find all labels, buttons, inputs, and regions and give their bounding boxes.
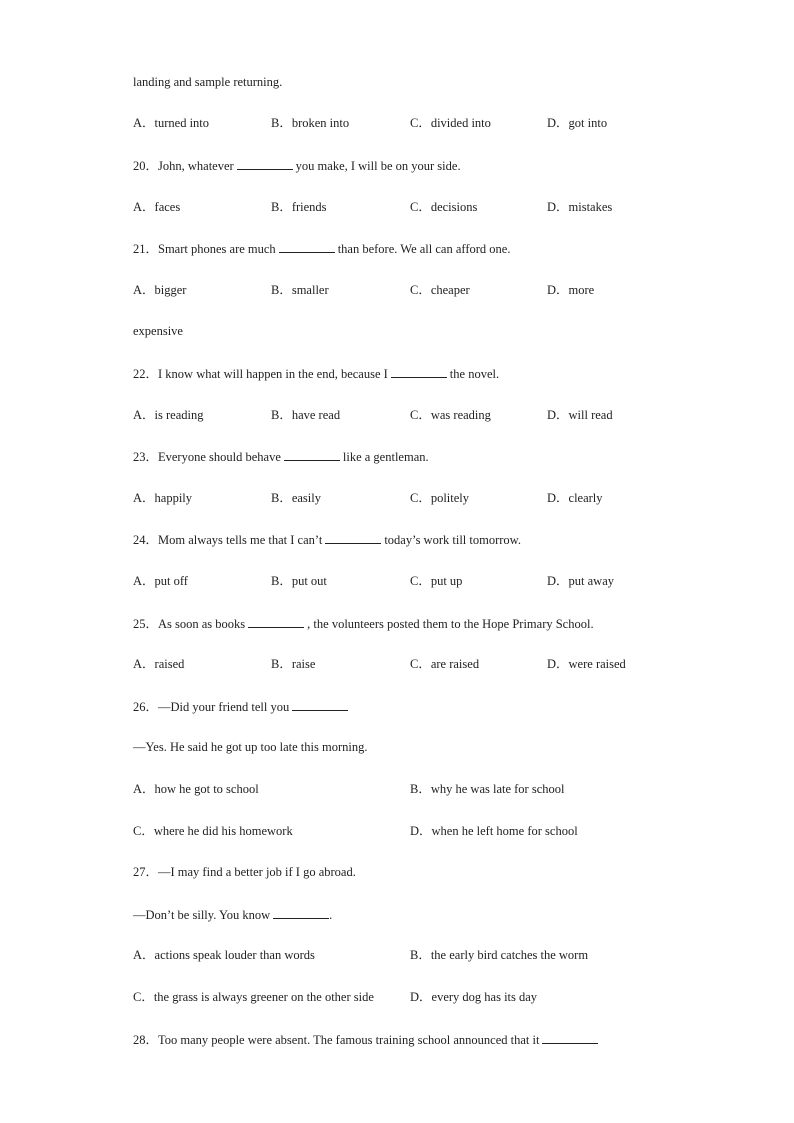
q23-option-b[interactable]: B．easily — [271, 491, 321, 505]
q20-text-after: you make, I will be on your side. — [295, 159, 461, 173]
q27-reply — [133, 906, 332, 923]
intro-line: landing and sample returning. — [133, 75, 283, 89]
q19-options — [133, 115, 693, 131]
q23-option-a[interactable]: A．happily — [133, 491, 193, 505]
q26-reply: —Yes. He said he got up too late this morning. — [133, 740, 368, 754]
q26-options-row1 — [133, 781, 693, 797]
q24-text-after: today’s work till tomorrow. — [384, 533, 522, 547]
q25-text-before: 25．As soon as books — [133, 617, 246, 631]
q20-option-b[interactable]: B．friends — [271, 200, 327, 214]
q23-text-before: 23．Everyone should behave — [133, 450, 281, 464]
q20-text-before: 20．John, whatever — [133, 159, 234, 173]
q20-stem — [133, 157, 461, 174]
q28-stem — [133, 1031, 601, 1048]
q26-option-d[interactable]: D．when he left home for school — [410, 824, 578, 838]
q24-option-a[interactable]: A．put off — [133, 574, 188, 588]
q22-option-d[interactable]: D．will read — [547, 408, 613, 422]
q24-option-c[interactable]: C．put up — [410, 574, 463, 588]
q22-option-a[interactable]: A．is reading — [133, 408, 204, 422]
q25-options — [133, 656, 693, 672]
q21-stem — [133, 240, 510, 257]
q21-option-b[interactable]: B．smaller — [271, 283, 329, 297]
q20-option-a[interactable]: A．faces — [133, 200, 181, 214]
q27-option-d[interactable]: D．every dog has its day — [410, 990, 538, 1004]
q25-option-c[interactable]: C．are raised — [410, 657, 480, 671]
q23-option-d[interactable]: D．clearly — [547, 491, 603, 505]
q23-text-after: like a gentleman. — [342, 450, 429, 464]
q27-options-row1 — [133, 947, 693, 963]
q26-option-b[interactable]: B．why he was late for school — [410, 782, 565, 796]
q21-option-c[interactable]: C．cheaper — [410, 283, 470, 297]
q19-option-a[interactable]: A．turned into — [133, 116, 210, 130]
q22-text-before: 22．I know what will happen in the end, because I — [133, 367, 388, 381]
q23-option-c[interactable]: C．politely — [410, 491, 470, 505]
q20-blank — [237, 157, 293, 170]
q23-stem — [133, 448, 429, 465]
q28-blank — [542, 1031, 598, 1044]
q27-option-c[interactable]: C．the grass is always greener on the other side — [133, 990, 374, 1004]
q22-options — [133, 407, 693, 423]
q26-stem — [133, 698, 351, 715]
q27-option-a[interactable]: A．actions speak louder than words — [133, 948, 315, 962]
q19-option-c[interactable]: C．divided into — [410, 116, 491, 130]
q25-option-a[interactable]: A．raised — [133, 657, 185, 671]
q27-options-row2 — [133, 989, 693, 1005]
q21-option-d-wrap: expensive — [133, 324, 183, 338]
q27-option-b[interactable]: B．the early bird catches the worm — [410, 948, 589, 962]
q21-options — [133, 282, 693, 298]
q24-stem — [133, 531, 521, 548]
q27-stem: 27．—I may find a better job if I go abroad. — [133, 865, 356, 879]
q24-option-d[interactable]: D．put away — [547, 574, 614, 588]
q22-option-c[interactable]: C．was reading — [410, 408, 491, 422]
q21-option-a[interactable]: A．bigger — [133, 283, 187, 297]
q23-options — [133, 490, 693, 506]
q22-stem — [133, 365, 499, 382]
q28-text-before: 28．Too many people were absent. The famous training school announced that it — [133, 1033, 540, 1047]
q19-option-d[interactable]: D．got into — [547, 116, 608, 130]
q27-text-before: —Don’t be silly. You know — [133, 908, 271, 922]
q24-blank — [325, 531, 381, 544]
q25-stem — [133, 615, 594, 632]
q20-option-c[interactable]: C．decisions — [410, 200, 478, 214]
q22-text-after: the novel. — [449, 367, 500, 381]
q22-option-b[interactable]: B．have read — [271, 408, 341, 422]
q24-text-before: 24．Mom always tells me that I can’t — [133, 533, 323, 547]
q20-options — [133, 199, 693, 215]
q21-blank — [279, 240, 335, 253]
q25-blank — [248, 615, 304, 628]
q24-options — [133, 573, 693, 589]
q26-text-before: 26．—Did your friend tell you — [133, 700, 290, 714]
q27-blank — [273, 906, 329, 919]
q26-options-row2 — [133, 823, 693, 839]
q26-option-c[interactable]: C．where he did his homework — [133, 824, 293, 838]
q21-option-d[interactable]: D．more — [547, 283, 595, 297]
q22-blank — [391, 365, 447, 378]
q19-option-b[interactable]: B．broken into — [271, 116, 350, 130]
q24-option-b[interactable]: B．put out — [271, 574, 327, 588]
q27-text-after: . — [329, 908, 333, 922]
q21-text-before: 21．Smart phones are much — [133, 242, 276, 256]
q20-option-d[interactable]: D．mistakes — [547, 200, 613, 214]
q21-text-after: than before. We all can afford one. — [337, 242, 511, 256]
q25-option-d[interactable]: D．were raised — [547, 657, 626, 671]
q23-blank — [284, 448, 340, 461]
q25-option-b[interactable]: B．raise — [271, 657, 316, 671]
q26-blank — [292, 698, 348, 711]
q26-option-a[interactable]: A．how he got to school — [133, 782, 259, 796]
q25-text-after: , the volunteers posted them to the Hope Primary School. — [307, 617, 594, 631]
